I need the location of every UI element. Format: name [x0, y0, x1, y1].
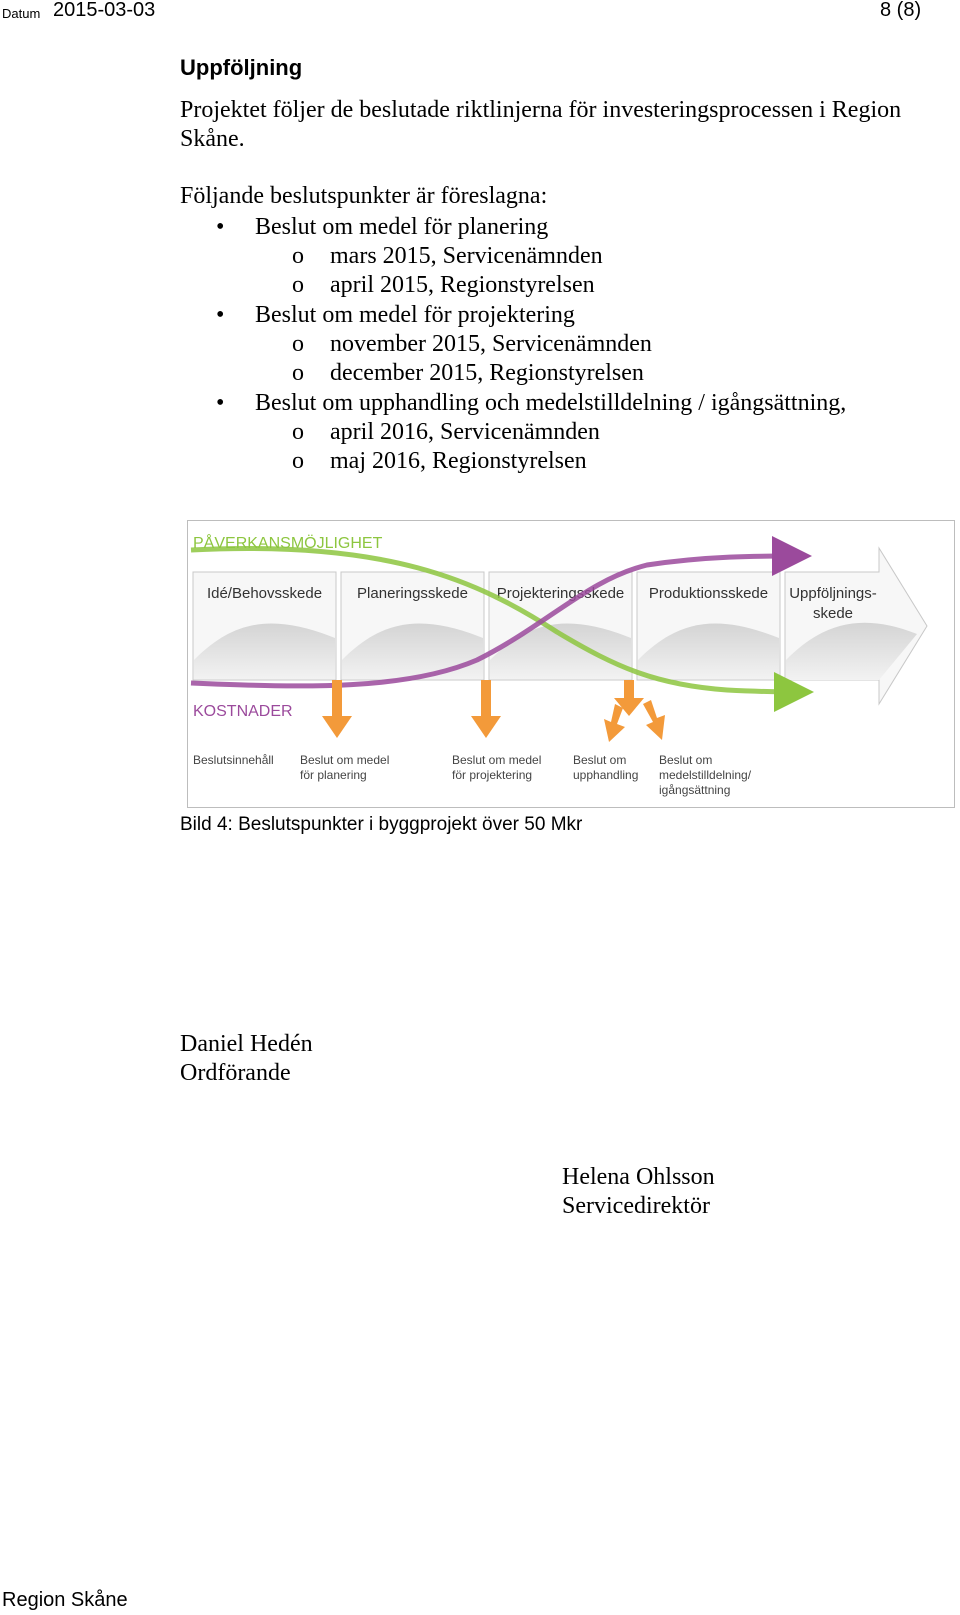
decision-label: medelstilldelning/ [659, 768, 752, 782]
datum-label: Datum [2, 6, 41, 21]
stage-label: Idé/Behovsskede [206, 585, 323, 602]
stage-box [193, 572, 336, 680]
sub-bullet-marker: o [292, 360, 304, 386]
stage-box [489, 572, 632, 680]
figure-caption: Bild 4: Beslutspunkter i byggprojekt över 50 Mkr [180, 814, 583, 835]
signature-name: Helena Ohlsson [562, 1164, 715, 1190]
paragraph-line-2: Skåne. [180, 126, 245, 152]
list-item: Beslut om medel för planering [255, 214, 549, 240]
sub-list-item: april 2015, Regionstyrelsen [330, 272, 595, 298]
decision-label: Beslut om [659, 753, 713, 767]
sub-list-item: april 2016, Servicenämnden [330, 419, 600, 445]
decision-label: för planering [300, 768, 367, 782]
sub-list-item: december 2015, Regionstyrelsen [330, 360, 644, 386]
sub-bullet-marker: o [292, 243, 304, 269]
process-diagram [187, 520, 955, 808]
list-intro: Följande beslutspunkter är föreslagna: [180, 183, 548, 209]
stage-label: Produktionsskede [648, 585, 769, 602]
signature-title: Servicedirektör [562, 1193, 710, 1219]
stage-label: Projekteringsskede [496, 585, 625, 602]
bullet-marker: • [216, 390, 225, 416]
page-number: 8 (8) [880, 0, 922, 21]
paragraph-line-1: Projektet följer de beslutade riktlinjerna för investeringsprocessen i Region [180, 97, 902, 123]
decision-label: Beslut om medel [452, 753, 542, 767]
sub-list-item: mars 2015, Servicenämnden [330, 243, 603, 269]
sub-bullet-marker: o [292, 272, 304, 298]
decision-label: Beslut om medel [300, 753, 390, 767]
list-item: Beslut om medel för projektering [255, 302, 575, 328]
decision-label: för projektering [452, 768, 533, 782]
cost-label: KOSTNADER [193, 703, 293, 720]
footer-organization: Region Skåne [2, 1589, 128, 1611]
decision-label: igångsättning [659, 783, 731, 797]
section-heading: Uppföljning [180, 55, 303, 80]
signature-name: Daniel Hedén [180, 1031, 313, 1057]
signature-title: Ordförande [180, 1060, 291, 1086]
sub-list-item: maj 2016, Regionstyrelsen [330, 448, 587, 474]
stage-label: skede [812, 605, 854, 622]
bullet-marker: • [216, 302, 225, 328]
list-item: Beslut om upphandling och medelstilldelning / igångsättning, [255, 390, 847, 416]
stage-label: Planeringsskede [357, 585, 468, 602]
stage-label: Uppföljnings- [789, 585, 877, 602]
sub-bullet-marker: o [292, 419, 304, 445]
document-date: 2015-03-03 [53, 0, 156, 21]
sub-list-item: november 2015, Servicenämnden [330, 331, 652, 357]
decision-header: Beslutsinnehåll [193, 753, 274, 767]
influence-label: PÅVERKANSMÖJLIGHET [193, 535, 383, 552]
sub-bullet-marker: o [292, 331, 304, 357]
decision-label: upphandling [573, 768, 639, 782]
decision-label: Beslut om [573, 753, 627, 767]
stage-box [637, 572, 780, 680]
sub-bullet-marker: o [292, 448, 304, 474]
bullet-marker: • [216, 214, 225, 240]
